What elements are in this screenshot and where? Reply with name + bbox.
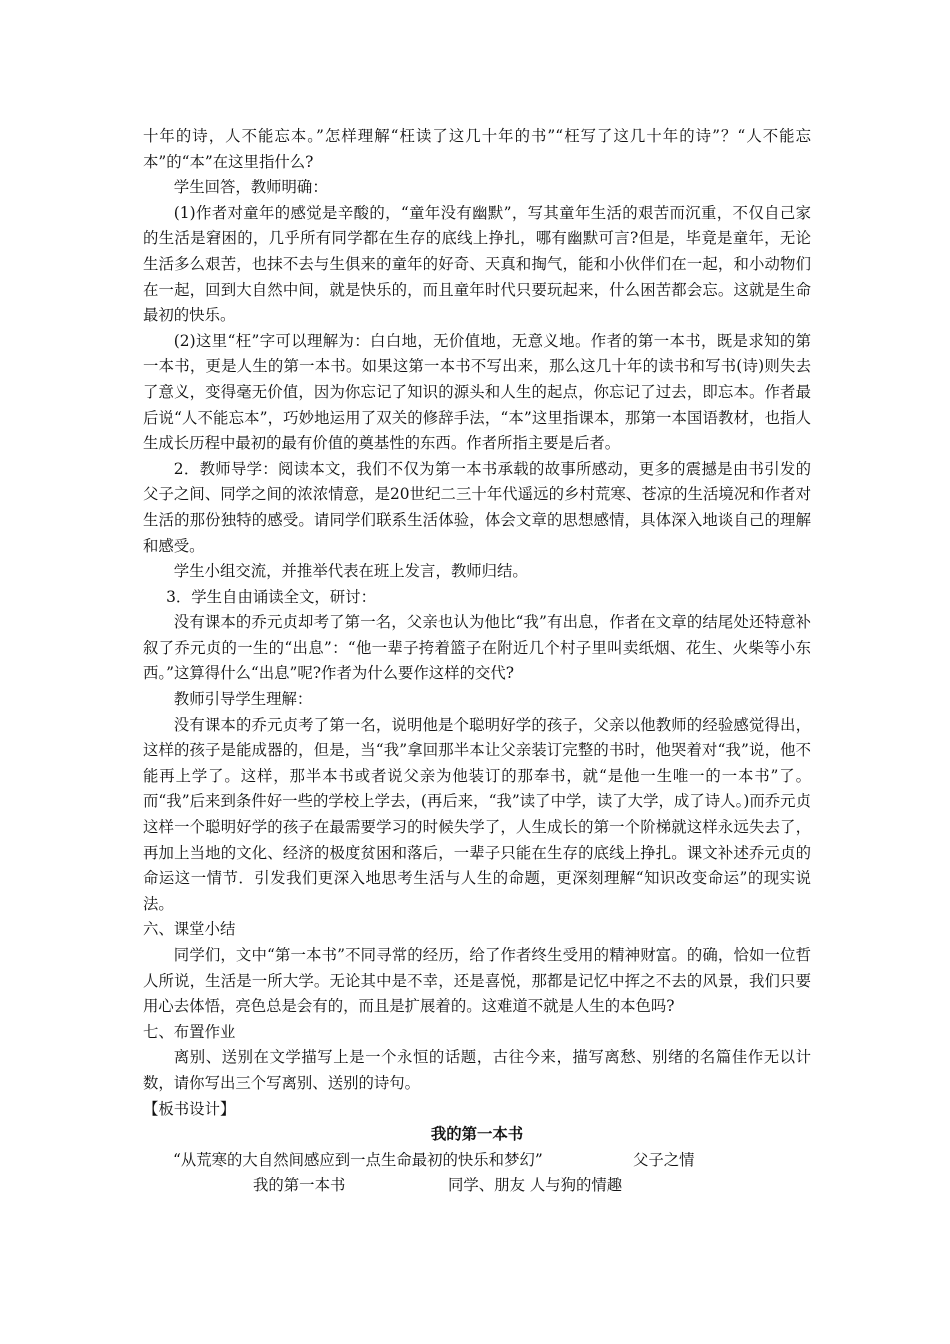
heading-board-design: 【板书设计】 bbox=[143, 1099, 236, 1118]
paragraph-student-answer-intro: 学生回答，教师明确： bbox=[173, 178, 328, 197]
board-quote: “从荒寒的大自然间感应到一点生命最初的快乐和梦幻” bbox=[173, 1150, 543, 1169]
paragraph-homework: 离别、送别在文学描写上是一个永恒的话题，古往今来，描写离愁、别绪的名篇佳作无以计数，请你写出三个写离别、送别的诗句。 bbox=[143, 1048, 811, 1092]
paragraph-summary: 同学们，文中“第一本书”不同寻常的经历，给了作者终生受用的精神财富。的确，恰如一位哲人所说，生活是一所大学。无论其中是不幸，还是喜悦，那都是记忆中挥之不去的风景，我们只要用心去体悟，亮色总是会有的，而且是扩展着的。这难道不就是人生的本色吗? bbox=[143, 946, 811, 1016]
board-father-son: 父子之情 bbox=[633, 1150, 695, 1169]
paragraph-teacher-guide: 2．教师导学：阅读本文，我们不仅为第一本书承载的故事所感动，更多的震撼是由书引发的父子之间、同学之间的浓浓情意，是20世纪二三十年代遥远的乡村荒寒、苍凉的生活境况和作者对生活的那份独特的感受。请同学们联系生活体验，体会文章的思想感情，具体深入地谈自己的理解和感受。 bbox=[143, 459, 811, 555]
board-book-title: 我的第一本书 bbox=[253, 1176, 346, 1195]
paragraph-question-continuation: 十年的诗，人不能忘本。”怎样理解“枉读了这几十年的书”“枉写了这几十年的诗”？“人不能忘本”的“本”在这里指什么? bbox=[143, 127, 811, 171]
paragraph-qiao-question: 没有课本的乔元贞却考了第一名，父亲也认为他比“我”有出息，作者在文章的结尾处还特意补叙了乔元贞的一生的“出息”：“他一辈子挎着篮子在附近几个村子里叫卖纸烟、花生、火柴等小东西。”这算得什么“出息”呢?作者为什么要作这样的交代? bbox=[143, 613, 811, 683]
board-friends: 同学、朋友 人与狗的情趣 bbox=[448, 1176, 623, 1195]
board-title: 我的第一本书 bbox=[430, 1125, 524, 1144]
board-row-2 bbox=[143, 1173, 811, 1199]
paragraph-answer-2: (2)这里“枉”字可以理解为：白白地，无价值地，无意义地。作者的第一本书，既是求知的第一本书，更是人生的第一本书。如果这第一本书不写出来，那么这几十年的读书和写书(诗)则失去了意义，变得毫无价值，因为你忘记了知识的源头和人生的起点，你忘记了过去，即忘本。作者最后说“人不能忘本”，巧妙地运用了双关的修辞手法，“本”这里指课本，那第一本国语教材，也指人生成长历程中最初的最有价值的奠基性的东西。作者所指主要是后者。 bbox=[143, 331, 811, 453]
paragraph-group-discussion: 学生小组交流，并推举代表在班上发言，教师归结。 bbox=[173, 562, 528, 581]
board-row-1 bbox=[143, 1148, 811, 1174]
paragraph-free-reading: 3．学生自由诵读全文，研讨： bbox=[166, 587, 376, 606]
paragraph-qiao-explanation: 没有课本的乔元贞考了第一名，说明他是个聪明好学的孩子，父亲以他教师的经验感觉得出，这样的孩子是能成器的，但是，当“我”拿回那半本让父亲装订完整的书时，他哭着对“我”说，他不能再上学了。这样，那半本书或者说父亲为他装订的那奉书，就“是他一生唯一的一本书”了。而“我”后来到条件好一些的学校上学去，(再后来，“我”读了中学，读了大学，成了诗人。)而乔元贞这样一个聪明好学的孩子在最需要学习的时候失学了，人生成长的第一个阶梯就这样永远失去了，再加上当地的文化、经济的极度贫困和落后，一辈子只能在生存的底线上挣扎。课文补述乔元贞的命运这一情节．引发我们更深入地思考生活与人生的命题，更深刻理解“知识改变命运”的现实说法。 bbox=[143, 715, 811, 913]
heading-homework: 七、布置作业 bbox=[143, 1022, 236, 1041]
heading-summary: 六、课堂小结 bbox=[143, 920, 236, 939]
paragraph-teacher-leads: 教师引导学生理解： bbox=[173, 690, 313, 709]
document-page bbox=[143, 124, 811, 1199]
paragraph-answer-1: (1)作者对童年的感觉是辛酸的，“童年没有幽默”，写其童年生活的艰苦而沉重，不仅自己家的生活是窘困的，几乎所有同学都在生存的底线上挣扎，哪有幽默可言?但是，毕竟是童年，无论生活多么艰苦，也抹不去与生俱来的童年的好奇、天真和掏气，能和小伙伴们在一起，和小动物们在一起，回到大自然中间，就是快乐的，而且童年时代只要玩起来，什么困苦都会忘。这就是生命最初的快乐。 bbox=[143, 203, 811, 325]
